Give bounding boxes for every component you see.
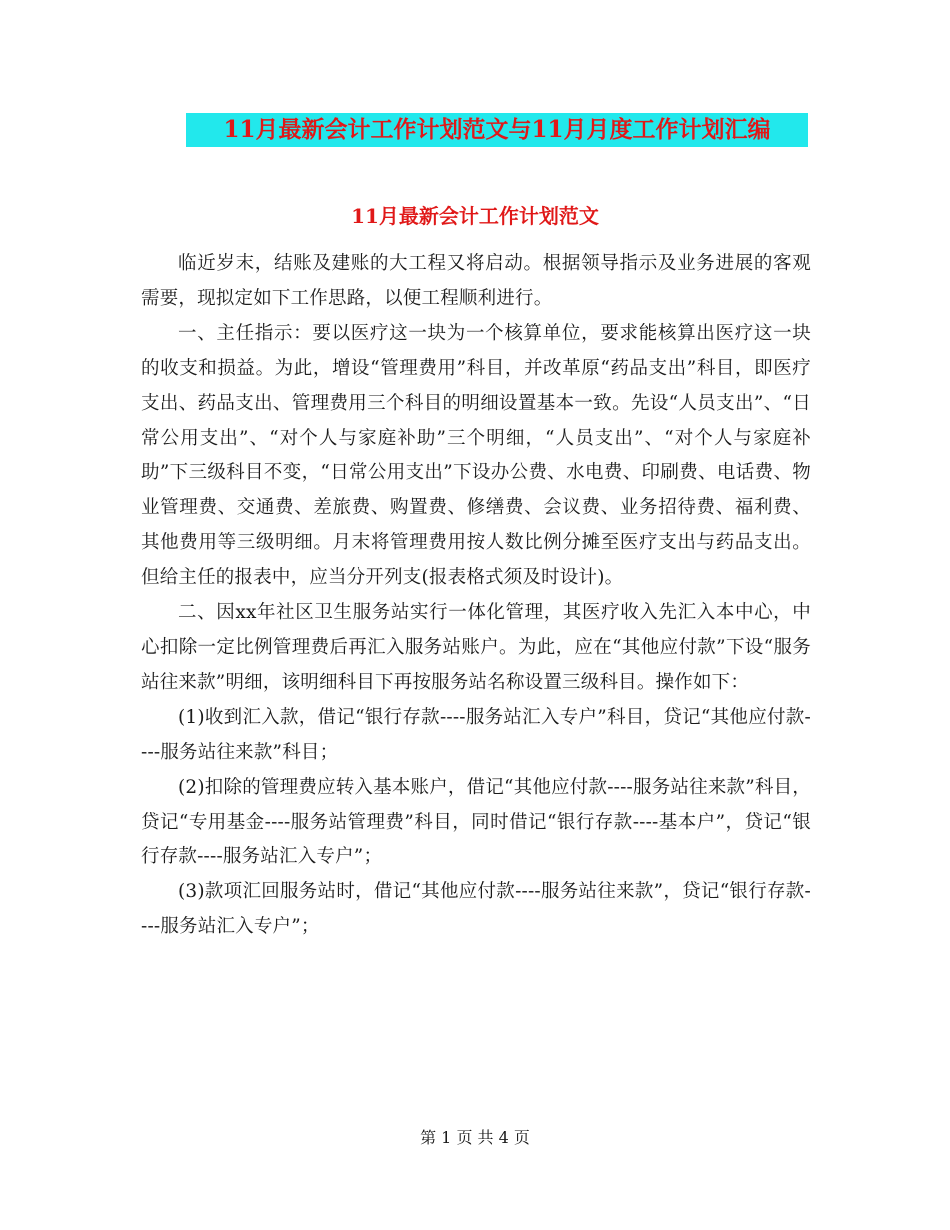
paragraph-item-2: 二、因xx年社区卫生服务站实行一体化管理，其医疗收入先汇入本中心，中心扣除一定比例管理费后再汇入服务站账户。为此，应在“其他应付款”下设“服务站往来款”明细，该明细科目下再按服务站名称设置三级科目。操作如下： <box>141 602 811 693</box>
paragraph-step-2: (2)扣除的管理费应转入基本账户，借记“其他应付款----服务站往来款”科目，贷记“专用基金----服务站管理费”科目，同时借记“银行存款----基本户”，贷记“银行存款----服务站汇入专户”； <box>141 776 811 868</box>
document-title: 11月最新会计工作计划范文与11月月度工作计划汇编 <box>186 113 808 147</box>
page-footer: 第 1 页 共 4 页 <box>420 1128 530 1147</box>
document-body <box>141 247 811 945</box>
paragraph-step-1: (1)收到汇入款，借记“银行存款----服务站汇入专户”科目，贷记“其他应付款----服务站往来款”科目； <box>141 706 811 763</box>
paragraph-intro: 临近岁末，结账及建账的大工程又将启动。根据领导指示及业务进展的客观需要，现拟定如下工作思路，以便工程顺利进行。 <box>141 253 811 309</box>
section-title: 11月最新会计工作计划范文 <box>351 204 599 228</box>
paragraph-step-3: (3)款项汇回服务站时，借记“其他应付款----服务站往来款”，贷记“银行存款----服务站汇入专户”； <box>141 881 811 938</box>
paragraph-item-1: 一、主任指示：要以医疗这一块为一个核算单位，要求能核算出医疗这一块的收支和损益。为此，增设“管理费用”科目，并改革原“药品支出”科目，即医疗支出、药品支出、管理费用三个科目的明细设置基本一致。先设“人员支出”、“日常公用支出”、“对个人与家庭补助”三个明细，“人员支出”、“对个人与家庭补助”下三级科目不变，“日常公用支出”下设办公费、水电费、印刷费、电话费、物业管理费、交通费、差旅费、购置费、修缮费、会议费、业务招待费、福利费、其他费用等三级明细。月末将管理费用按人数比例分摊至医疗支出与药品支出。但给主任的报表中，应当分开列支(报表格式须及时设计)。 <box>141 322 811 589</box>
